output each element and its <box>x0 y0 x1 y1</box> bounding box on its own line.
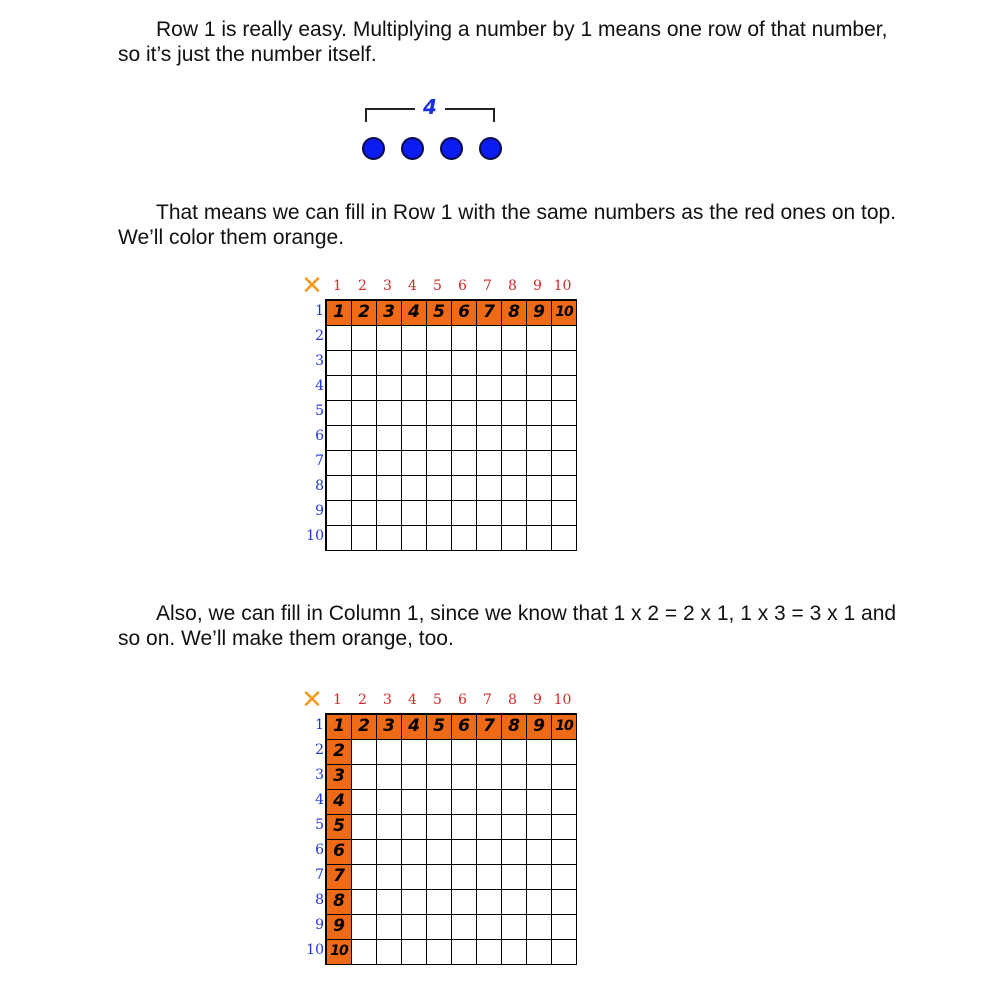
empty-cell <box>327 451 352 476</box>
empty-cell <box>552 376 577 401</box>
empty-cell <box>427 890 452 915</box>
empty-cell <box>477 401 502 426</box>
empty-cell <box>477 351 502 376</box>
paragraph-row1 <box>118 17 898 67</box>
empty-cell <box>552 326 577 351</box>
bracket-label: 4 <box>415 95 445 119</box>
filled-cell: 1 <box>327 301 352 326</box>
empty-cell <box>452 501 477 526</box>
empty-cell <box>527 915 552 940</box>
grid-cells <box>325 713 577 965</box>
empty-cell <box>552 765 577 790</box>
filled-cell: 3 <box>377 301 402 326</box>
empty-cell <box>452 790 477 815</box>
column-header: 3 <box>383 278 392 294</box>
empty-cell <box>402 840 427 865</box>
row-header: 10 <box>306 528 324 544</box>
row-header: 4 <box>315 378 324 394</box>
empty-cell <box>352 376 377 401</box>
empty-cell <box>327 401 352 426</box>
empty-cell <box>552 790 577 815</box>
empty-cell <box>327 501 352 526</box>
row-header: 8 <box>315 478 324 494</box>
empty-cell <box>527 815 552 840</box>
empty-cell <box>502 526 527 551</box>
filled-cell: 9 <box>527 301 552 326</box>
row-header: 7 <box>315 867 324 883</box>
empty-cell <box>352 740 377 765</box>
row-of-four-illustration <box>360 95 510 165</box>
column-header: 4 <box>408 692 417 708</box>
empty-cell <box>477 376 502 401</box>
empty-cell <box>377 890 402 915</box>
filled-cell: 4 <box>327 790 352 815</box>
empty-cell <box>427 940 452 965</box>
empty-cell <box>502 326 527 351</box>
empty-cell <box>402 790 427 815</box>
empty-cell <box>502 815 527 840</box>
empty-cell <box>527 765 552 790</box>
paragraph-fill-column <box>118 601 898 651</box>
row-header: 10 <box>306 942 324 958</box>
empty-cell <box>452 526 477 551</box>
empty-cell <box>427 476 452 501</box>
empty-cell <box>527 940 552 965</box>
empty-cell <box>552 815 577 840</box>
empty-cell <box>502 940 527 965</box>
filled-cell: 9 <box>527 715 552 740</box>
empty-cell <box>552 915 577 940</box>
filled-cell: 5 <box>427 301 452 326</box>
column-header: 2 <box>358 692 367 708</box>
empty-cell <box>527 426 552 451</box>
empty-cell <box>427 351 452 376</box>
empty-cell <box>352 890 377 915</box>
empty-cell <box>477 451 502 476</box>
row-header: 4 <box>315 792 324 808</box>
empty-cell <box>352 501 377 526</box>
empty-cell <box>427 376 452 401</box>
empty-cell <box>477 815 502 840</box>
empty-cell <box>452 940 477 965</box>
filled-cell: 4 <box>402 301 427 326</box>
empty-cell <box>552 526 577 551</box>
empty-cell <box>352 840 377 865</box>
column-header: 9 <box>533 692 542 708</box>
row-header: 7 <box>315 453 324 469</box>
blue-dot <box>362 137 385 160</box>
filled-cell: 6 <box>327 840 352 865</box>
empty-cell <box>452 376 477 401</box>
empty-cell <box>527 476 552 501</box>
empty-cell <box>377 451 402 476</box>
empty-cell <box>352 865 377 890</box>
multiplication-grid-row-filled <box>300 271 580 555</box>
filled-cell: 4 <box>402 715 427 740</box>
empty-cell <box>352 326 377 351</box>
filled-cell: 3 <box>377 715 402 740</box>
empty-cell <box>377 501 402 526</box>
empty-cell <box>477 426 502 451</box>
empty-cell <box>352 451 377 476</box>
row-header: 9 <box>315 503 324 519</box>
empty-cell <box>452 351 477 376</box>
empty-cell <box>352 815 377 840</box>
empty-cell <box>552 501 577 526</box>
row-header: 5 <box>315 403 324 419</box>
empty-cell <box>377 376 402 401</box>
empty-cell <box>402 326 427 351</box>
empty-cell <box>452 740 477 765</box>
empty-cell <box>552 865 577 890</box>
filled-cell: 6 <box>452 301 477 326</box>
empty-cell <box>377 401 402 426</box>
empty-cell <box>452 476 477 501</box>
filled-cell: 6 <box>452 715 477 740</box>
blue-dot <box>479 137 502 160</box>
empty-cell <box>427 865 452 890</box>
empty-cell <box>452 865 477 890</box>
empty-cell <box>327 426 352 451</box>
row-header: 6 <box>315 428 324 444</box>
empty-cell <box>527 840 552 865</box>
empty-cell <box>402 376 427 401</box>
empty-cell <box>352 940 377 965</box>
empty-cell <box>452 890 477 915</box>
empty-cell <box>352 476 377 501</box>
empty-cell <box>527 376 552 401</box>
row-header: 9 <box>315 917 324 933</box>
empty-cell <box>452 765 477 790</box>
row-header: 3 <box>315 767 324 783</box>
empty-cell <box>477 740 502 765</box>
column-header: 8 <box>508 692 517 708</box>
empty-cell <box>352 426 377 451</box>
empty-cell <box>377 426 402 451</box>
empty-cell <box>377 940 402 965</box>
empty-cell <box>377 840 402 865</box>
empty-cell <box>502 401 527 426</box>
times-symbol: ✕ <box>301 685 323 715</box>
filled-cell: 8 <box>502 715 527 740</box>
grid-cells <box>325 299 577 551</box>
column-header: 10 <box>553 692 572 708</box>
column-header: 7 <box>483 692 492 708</box>
empty-cell <box>377 351 402 376</box>
empty-cell <box>402 351 427 376</box>
empty-cell <box>477 501 502 526</box>
filled-cell: 5 <box>427 715 452 740</box>
empty-cell <box>377 326 402 351</box>
empty-cell <box>402 740 427 765</box>
empty-cell <box>327 351 352 376</box>
row-header: 2 <box>315 328 324 344</box>
empty-cell <box>377 740 402 765</box>
empty-cell <box>527 451 552 476</box>
empty-cell <box>427 501 452 526</box>
filled-cell: 8 <box>327 890 352 915</box>
paragraph-row1-text: Row 1 is really easy. Multiplying a number by 1 means one row of that number, so it’s just the number itself. <box>118 18 888 66</box>
empty-cell <box>527 865 552 890</box>
empty-cell <box>502 426 527 451</box>
empty-cell <box>477 865 502 890</box>
empty-cell <box>452 815 477 840</box>
empty-cell <box>427 426 452 451</box>
column-header: 6 <box>458 692 467 708</box>
empty-cell <box>477 940 502 965</box>
column-header: 5 <box>433 692 442 708</box>
empty-cell <box>477 526 502 551</box>
empty-cell <box>377 815 402 840</box>
empty-cell <box>352 915 377 940</box>
paragraph-fill-row-text: That means we can fill in Row 1 with the same numbers as the red ones on top. We’ll color them orange. <box>118 201 897 249</box>
empty-cell <box>477 790 502 815</box>
empty-cell <box>402 940 427 965</box>
filled-cell: 2 <box>352 715 377 740</box>
empty-cell <box>377 765 402 790</box>
column-header: 3 <box>383 692 392 708</box>
column-header: 6 <box>458 278 467 294</box>
empty-cell <box>527 351 552 376</box>
empty-cell <box>527 740 552 765</box>
empty-cell <box>527 401 552 426</box>
empty-cell <box>377 915 402 940</box>
empty-cell <box>477 915 502 940</box>
times-symbol: ✕ <box>301 271 323 301</box>
filled-cell: 1 <box>327 715 352 740</box>
empty-cell <box>552 840 577 865</box>
empty-cell <box>452 326 477 351</box>
empty-cell <box>477 765 502 790</box>
empty-cell <box>477 476 502 501</box>
filled-cell: 10 <box>327 940 352 965</box>
empty-cell <box>502 451 527 476</box>
dots-row <box>362 137 502 160</box>
empty-cell <box>377 526 402 551</box>
column-header: 1 <box>333 278 342 294</box>
empty-cell <box>402 765 427 790</box>
empty-cell <box>402 451 427 476</box>
row-header: 1 <box>315 303 324 319</box>
empty-cell <box>427 815 452 840</box>
empty-cell <box>452 451 477 476</box>
empty-cell <box>552 426 577 451</box>
empty-cell <box>327 376 352 401</box>
empty-cell <box>402 426 427 451</box>
empty-cell <box>427 451 452 476</box>
empty-cell <box>502 840 527 865</box>
filled-cell: 7 <box>477 301 502 326</box>
paragraph-fill-row <box>118 200 898 250</box>
empty-cell <box>402 865 427 890</box>
empty-cell <box>327 476 352 501</box>
empty-cell <box>427 915 452 940</box>
empty-cell <box>402 815 427 840</box>
empty-cell <box>352 790 377 815</box>
empty-cell <box>452 401 477 426</box>
filled-cell: 2 <box>327 740 352 765</box>
empty-cell <box>527 890 552 915</box>
row-header: 1 <box>315 717 324 733</box>
empty-cell <box>527 526 552 551</box>
empty-cell <box>327 326 352 351</box>
empty-cell <box>377 865 402 890</box>
empty-cell <box>552 401 577 426</box>
empty-cell <box>377 790 402 815</box>
column-header: 1 <box>333 692 342 708</box>
empty-cell <box>502 476 527 501</box>
empty-cell <box>502 790 527 815</box>
empty-cell <box>502 915 527 940</box>
empty-cell <box>527 790 552 815</box>
empty-cell <box>402 476 427 501</box>
empty-cell <box>427 790 452 815</box>
row-header: 5 <box>315 817 324 833</box>
row-header: 3 <box>315 353 324 369</box>
empty-cell <box>552 451 577 476</box>
empty-cell <box>352 765 377 790</box>
empty-cell <box>502 501 527 526</box>
empty-cell <box>402 915 427 940</box>
empty-cell <box>477 840 502 865</box>
paragraph-fill-column-text: Also, we can fill in Column 1, since we know that 1 x 2 = 2 x 1, 1 x 3 = 3 x 1 and so on. We’ll make them orange, too. <box>118 602 897 650</box>
empty-cell <box>402 890 427 915</box>
empty-cell <box>427 765 452 790</box>
empty-cell <box>502 351 527 376</box>
filled-cell: 3 <box>327 765 352 790</box>
empty-cell <box>452 426 477 451</box>
multiplication-grid-row-col-filled <box>300 685 580 969</box>
filled-cell: 7 <box>327 865 352 890</box>
empty-cell <box>502 376 527 401</box>
empty-cell <box>502 865 527 890</box>
empty-cell <box>327 526 352 551</box>
empty-cell <box>402 401 427 426</box>
column-header: 5 <box>433 278 442 294</box>
empty-cell <box>502 765 527 790</box>
filled-cell: 8 <box>502 301 527 326</box>
row-header: 8 <box>315 892 324 908</box>
filled-cell: 5 <box>327 815 352 840</box>
filled-cell: 10 <box>552 301 577 326</box>
empty-cell <box>402 526 427 551</box>
empty-cell <box>427 326 452 351</box>
row-header: 2 <box>315 742 324 758</box>
empty-cell <box>452 840 477 865</box>
empty-cell <box>502 890 527 915</box>
empty-cell <box>427 840 452 865</box>
column-header: 9 <box>533 278 542 294</box>
blue-dot <box>440 137 463 160</box>
filled-cell: 7 <box>477 715 502 740</box>
empty-cell <box>377 476 402 501</box>
row-header: 6 <box>315 842 324 858</box>
empty-cell <box>477 890 502 915</box>
empty-cell <box>552 940 577 965</box>
blue-dot <box>401 137 424 160</box>
empty-cell <box>527 326 552 351</box>
empty-cell <box>352 526 377 551</box>
column-header: 4 <box>408 278 417 294</box>
filled-cell: 2 <box>352 301 377 326</box>
empty-cell <box>402 501 427 526</box>
empty-cell <box>527 501 552 526</box>
empty-cell <box>552 890 577 915</box>
empty-cell <box>552 351 577 376</box>
column-header: 2 <box>358 278 367 294</box>
empty-cell <box>352 401 377 426</box>
column-header: 10 <box>553 278 572 294</box>
column-header: 7 <box>483 278 492 294</box>
empty-cell <box>477 326 502 351</box>
empty-cell <box>502 740 527 765</box>
empty-cell <box>352 351 377 376</box>
empty-cell <box>427 526 452 551</box>
empty-cell <box>552 740 577 765</box>
empty-cell <box>452 915 477 940</box>
empty-cell <box>427 740 452 765</box>
empty-cell <box>427 401 452 426</box>
filled-cell: 10 <box>552 715 577 740</box>
column-header: 8 <box>508 278 517 294</box>
empty-cell <box>552 476 577 501</box>
filled-cell: 9 <box>327 915 352 940</box>
